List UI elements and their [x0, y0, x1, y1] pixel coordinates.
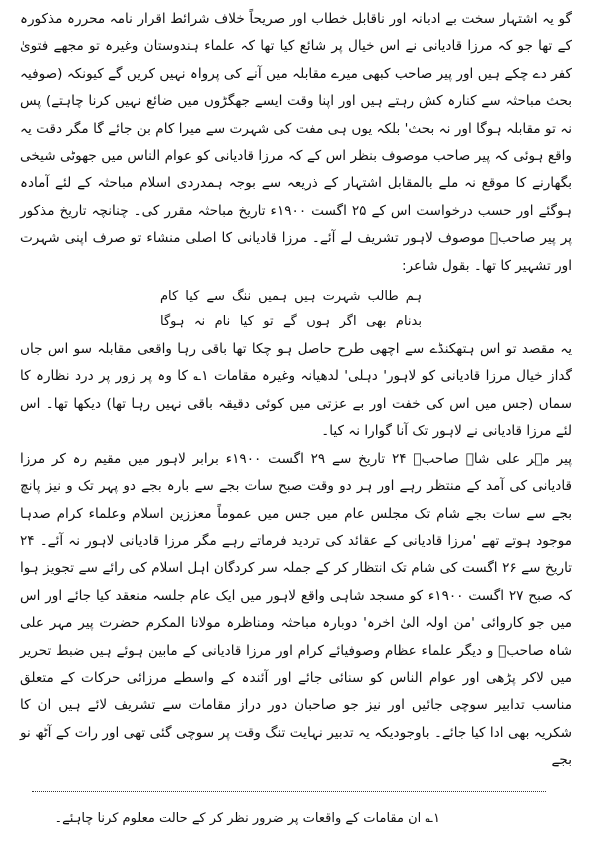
footnote-divider: [32, 791, 546, 792]
paragraph-3: پیر مہر علی شاہ صاحبؒ ۲۴ تاریخ سے ۲۹ اگست ۱۹۰۰ء برابر لاہور میں مقیم رہ کر مرزا قادیانی کی آمد کے منتظر رہے اور ہر دو وقت صبح سات بجے سے بارہ بجے دو پہر تک و نیز پانچ بجے سے سات بجے شام تک مجلس عام میں جس میں عموماً معززین اسلام وعلماء کرام صدہا موجود ہوتے تھے 'مرزا قادیانی کے عقائد کی تردید فرماتے رہے مگر مرزا قادیانی لاہور نہ آئے۔ ۲۴ تاریخ سے ۲۶ اگست کی شام تک انتظار کر کے جملہ سر کردگان اہل اسلام کی رائے سے تجویز ہوا کہ صبح ۲۷ اگست ۱۹۰۰ء کو مسجد شاہی واقع لاہور میں ایک عام جلسہ منعقد کیا جائے اور اس میں جو کاروائی 'من اولہ الیٰ اخرہ' دوبارہ مباحثہ ومناظرہ مولانا المکرم حضرت پیر مہر علی شاہ صاحبؒ و دیگر علماء عظام وصوفیائے کرام اور مرزا قادیانی کے مابین ہوئے ہیں ضبط تحریر میں لاکر پڑھی اور عوام الناس کو سنائی جائے اور آئندہ کے واسطے مرزائی حرکات کے متعلق مناسب تدابیر سوچی جائیں اور نیز جو صاحبان دور دراز مقامات سے تشریف لائے ہیں ان کا شکریہ بھی ادا کیا جائے۔ باوجودیکہ یہ تدبیر نہایت تنگ وقت پر سوچی گئی تھی اور رات کے آٹھ نو بجے: [20, 450, 572, 769]
footnote: ۱؎ ان مقامات کے واقعات پر ضرور نظر کر کے حالت معلوم کرنا چاہئے۔: [54, 811, 440, 826]
paragraph-2: یہ مقصد تو اس ہتھکنڈے سے اچھی طرح حاصل ہو چکا تھا باقی رہا واقعی مقابلہ سو اس جاں گداز خیال مرزا قادیانی کو لاہور' دہلی' لدھیانہ وغیرہ مقامات ۱؎ کا وہ پر زور پر درد نظارہ کا سماں (جس میں اس کی خفت اور بے عزتی میں کوئی دقیقہ باقی نہیں رہا تھا) دیکھا تھا۔ اس لئے مرزا قادیانی نے لاہور تک آنا گوارا نہ کیا۔: [20, 341, 572, 440]
poem-line-2: بدنام بھی اگر ہوں گے تو کیا نام نہ ہوگا: [160, 314, 422, 330]
poem-line-1: ہم طالب شہرت ہیں ہمیں ننگ سے کیا کام: [160, 289, 422, 305]
poem-couplet: [20, 284, 572, 334]
paragraph-1: گو یہ اشتہار سخت بے ادبانہ اور ناقابل خطاب اور صریحاً خلاف شرائط اقرار نامہ محررہ مذکورہ کے تھا جو کہ مرزا قادیانی نے اس خیال پر شائع کیا تھا کہ علماء ہندوستان وغیرہ تو مجھے فتویٰ کفر دے چکے ہیں اور پیر صاحب کبھی میرے مقابلہ میں آنے کی پرواہ نہیں کریں گے کیونکہ (صوفیہ بحث مباحثہ سے کنارہ کش رہتے ہیں اور اپنا وقت ایسے جھگڑوں میں ضائع نہیں کرنا چاہتے) پس نہ تو مقابلہ ہوگا اور نہ بحث' بلکہ یوں ہی مفت کی شہرت سے میرا کام بن جائے گا مگر دقت یہ واقع ہوئی کہ پیر صاحب موصوف بنظر اس کے کہ مرزا قادیانی کو عوام الناس میں جھوٹی شیخی بگھارنے کا موقع نہ ملے بالمقابل اشتہار کے ذریعہ سے بوجہ ہمدردی اسلام مباحثہ کے لئے آمادہ ہوگئے اور حسب درخواست اس کے ۲۵ اگست ۱۹۰۰ء تاریخ مباحثہ مقرر کی۔ چنانچہ تاریخ مذکور پر پیر صاحبؒ موصوف لاہور تشریف لے آئے۔ مرزا قادیانی کا اصلی منشاء تو صرف اپنی شہرت اور تشہیر کا تھا۔ بقول شاعر:: [20, 11, 572, 274]
main-text: [20, 6, 572, 775]
